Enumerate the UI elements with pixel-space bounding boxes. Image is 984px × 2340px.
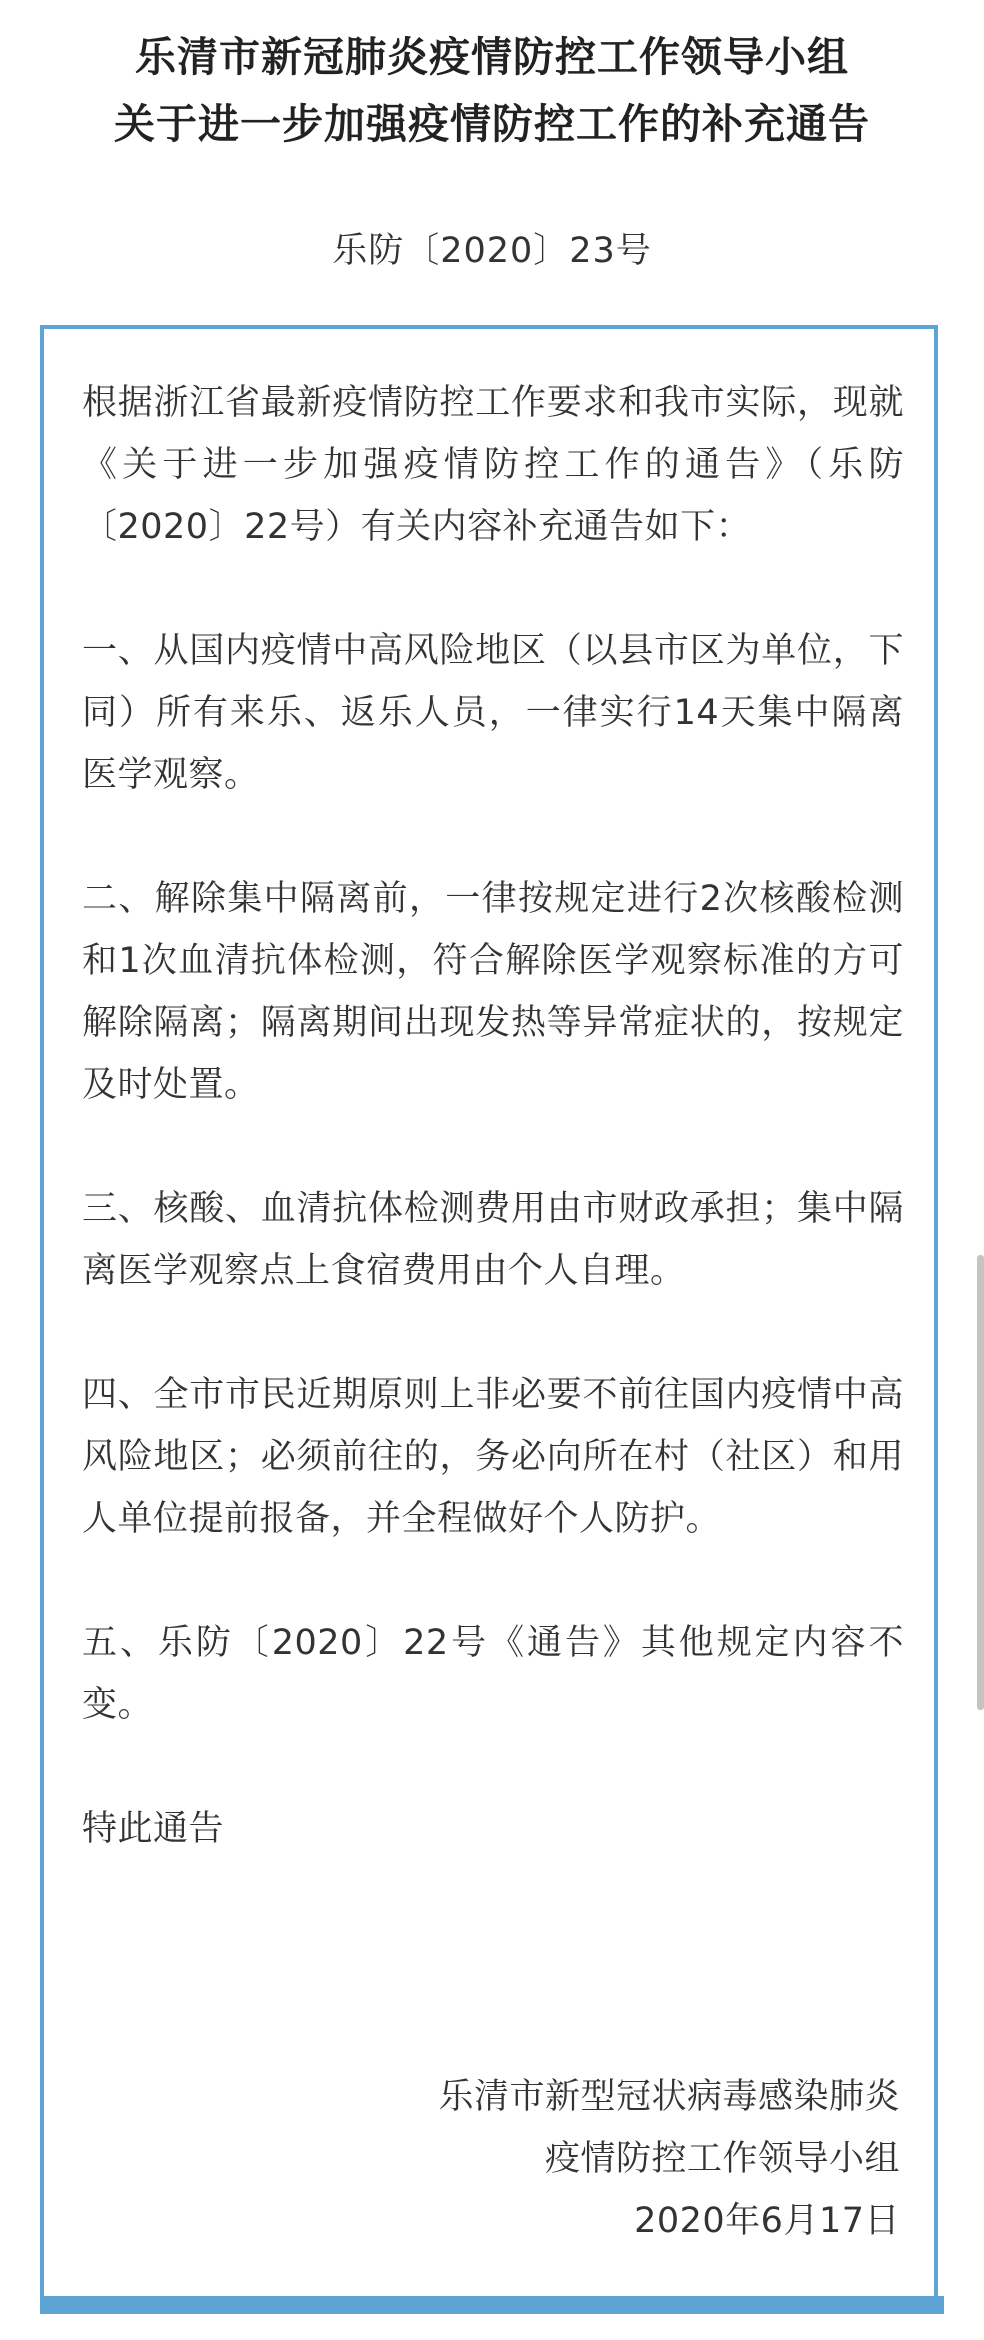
item-1-paragraph: 一、从国内疫情中高风险地区（以县市区为单位，下同）所有来乐、返乐人员，一律实行14天集中隔离医学观察。: [82, 631, 904, 795]
title-line-2: 关于进一步加强疫情防控工作的补充通告: [114, 100, 870, 148]
document-number: 乐防〔2020〕23号: [332, 231, 652, 271]
item-2-paragraph: 二、解除集中隔离前，一律按规定进行2次核酸检测和1次血清抗体检测，符合解除医学观察标准的方可解除隔离；隔离期间出现发热等异常症状的，按规定及时处置。: [82, 879, 904, 1105]
title-line-1: 乐清市新冠肺炎疫情防控工作领导小组: [135, 33, 849, 81]
signature-date: 2020年6月17日: [634, 2201, 900, 2241]
signature-org-line-2: 疫情防控工作领导小组: [544, 2139, 900, 2179]
item-5-paragraph: 五、乐防〔2020〕22号《通告》其他规定内容不变。: [82, 1623, 904, 1725]
notice-body: [82, 372, 904, 1860]
notice-frame-bottom-bar: [40, 2296, 944, 2314]
item-4-paragraph: 四、全市市民近期原则上非必要不前往国内疫情中高风险地区；必须前往的，务必向所在村（社区）和用人单位提前报备，并全程做好个人防护。: [82, 1375, 904, 1539]
scrollbar-thumb[interactable]: [977, 1255, 984, 1710]
signature-block: [438, 2066, 900, 2252]
signature-org-line-1: 乐清市新型冠状病毒感染肺炎: [438, 2077, 900, 2117]
closing-paragraph: 特此通告: [82, 1809, 225, 1849]
intro-paragraph: 根据浙江省最新疫情防控工作要求和我市实际，现就《关于进一步加强疫情防控工作的通告》（乐防〔2020〕22号）有关内容补充通告如下：: [82, 383, 904, 547]
item-3-paragraph: 三、核酸、血清抗体检测费用由市财政承担；集中隔离医学观察点上食宿费用由个人自理。: [82, 1189, 904, 1291]
